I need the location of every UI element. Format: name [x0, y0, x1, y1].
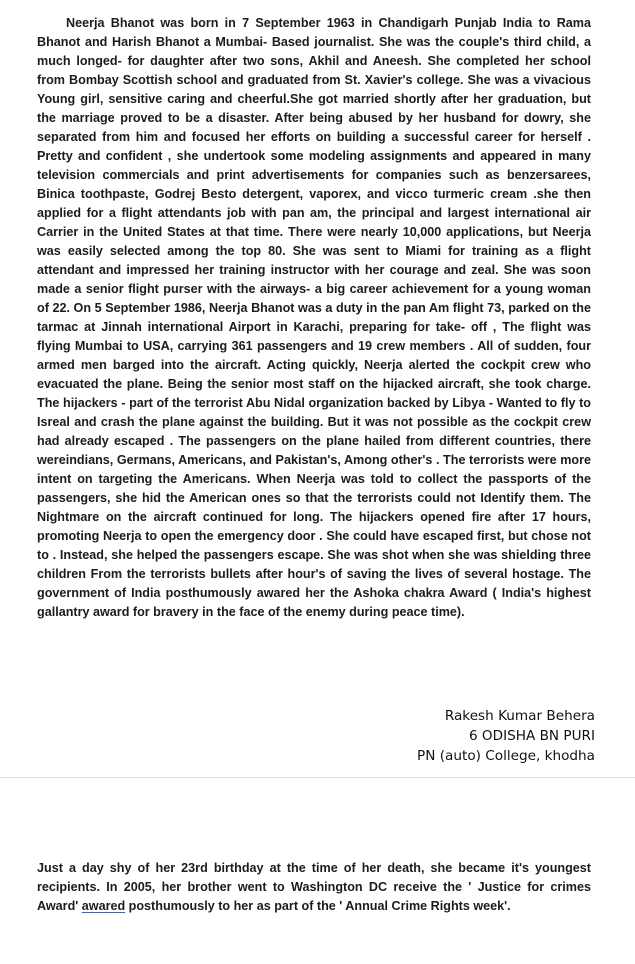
signature-college: PN (auto) College, khodha: [417, 748, 595, 764]
second-paragraph-text-end: posthumously to her as part of the ' Annual Crime Rights week'.: [125, 899, 511, 913]
signature-name: Rakesh Kumar Behera: [444, 708, 595, 724]
signature-block: [417, 706, 595, 766]
second-paragraph: [37, 859, 591, 916]
signature-unit: 6 ODISHA BN PURI: [468, 728, 595, 744]
underlined-word: awared: [81, 899, 126, 913]
page-divider: [0, 777, 635, 778]
main-paragraph: Neerja Bhanot was born in 7 September 1963 in Chandigarh Punjab India to Rama Bhanot and Harish Bhanot a Mumbai- Based journalist. She was the couple's third child, a much longed- for daughter after two sons, Akhil and Aneesh. She completed her school from Bombay Scottish school and graduated from St. Xavier's college. She was a vivacious Young girl, sensitive caring and cheerful.She got married shortly after her graduation, but the marriage proved to be a disaster. After being abused by her husband for dowry, she separated from him and focused her efforts on building a successful career for herself . Pretty and confident , she undertook some modeling assignments and appeared in many television commercials and print advertisements for companies such as benzersarees, Binica toothpaste, Godrej Besto detergent, vaporex, and vicco turmeric cream .she then applied for a flight attendants job with pan am, the principal and largest international air Carrier in the United States at that time. There were nearly 10,000 applications, but Neerja was easily selected among the top 80. She was sent to Miami for training as a flight attendant and impressed her training instructor with her courage and zeal. She was soon made a senior flight purser with the airways- a big career achievement for a young woman of 22. On 5 September 1986, Neerja Bhanot was a duty in the pan Am flight 73, parked on the tarmac at Jinnah international Airport in Karachi, preparing for take- off , The flight was flying Mumbai to USA, carrying 361 passengers and 19 crew members . All of sudden, four armed men barged into the aircraft. Acting quickly, Neerja alerted the cockpit crew who evacuated the plane. Being the senior most staff on the hijacked aircraft, she took charge. The hijackers - part of the terrorist Abu Nidal organization backed by Libya - Wanted to fly to Isreal and crash the plane against the building. But it was not possible as the cockpit crew had already escaped . The passengers on the plane hailed from different countries, there wereindians, Germans, Americans, and Pakistan's, Among other's . The terrorists were more intent on targeting the Americans. When Neerja was told to collect the passports of the passengers, she hid the American ones so that the terrorists could not Identify them. The Nightmare on the aircraft continued for long. The hijackers opened fire after 17 hours, promoting Neerja to open the emergency door . She could have escaped first, but chose not to . Instead, she helped the passengers escape. She was shot when she was shielding three children From the terrorists bullets after hour's of saving the lives of several hostage. The government of India posthumously awared her the Ashoka chakra Award ( India's highest gallantry award for bravery in the face of the enemy during peace time).: [37, 16, 591, 619]
second-paragraph-text-start: Just a day shy of her 23rd birthday at the time of her death, she became it's youngest recipients. In 2005, her brother went to Washington DC receive the ' Justice for crimes Award': [37, 861, 591, 913]
